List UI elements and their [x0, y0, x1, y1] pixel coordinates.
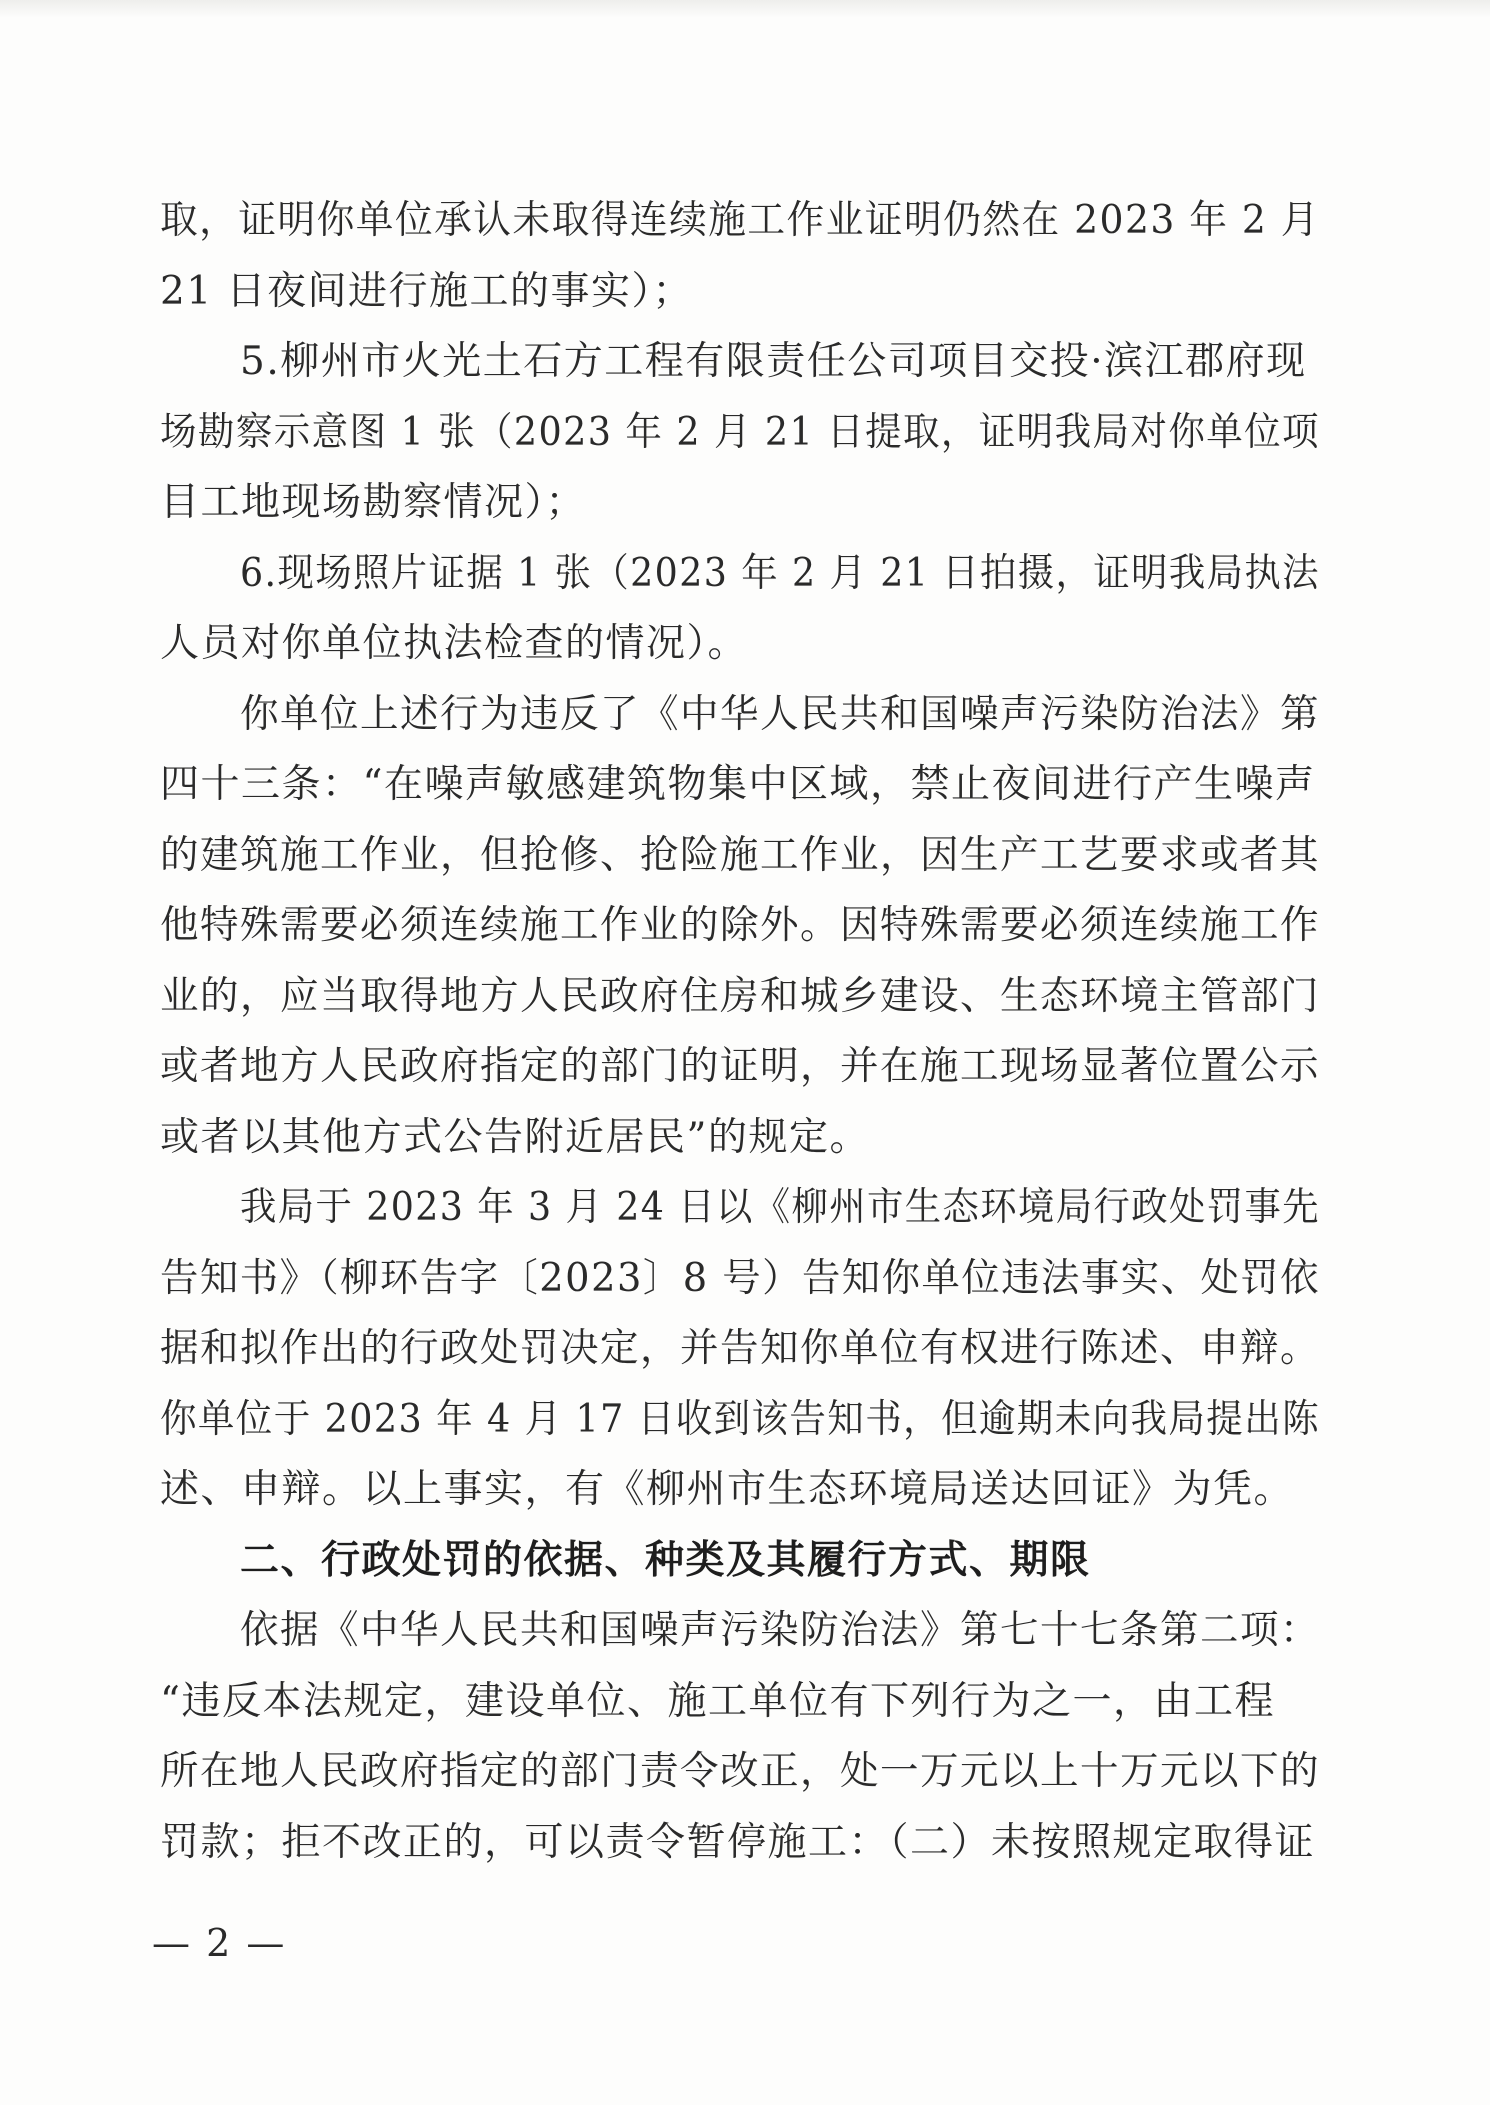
text-line: 四十三条：“在噪声敏感建筑物集中区域，禁止夜间进行产生噪声: [160, 762, 1316, 807]
text-line: 所在地人民政府指定的部门责令改正，处一万元以上十万元以下的: [160, 1749, 1320, 1794]
text-line: 依据《中华人民共和国噪声污染防治法》第七十七条第二项：: [240, 1608, 1320, 1653]
text-line: 据和拟作出的行政处罚决定，并告知你单位有权进行陈述、申辩。: [160, 1326, 1320, 1371]
text-line: 他特殊需要必须连续施工作业的除外。因特殊需要必须连续施工作: [160, 903, 1320, 948]
text-line: 你单位上述行为违反了《中华人民共和国噪声污染防治法》第: [240, 691, 1320, 737]
text-line: 告知书》（柳环告字〔2023〕8 号）告知你单位违法事实、处罚依: [160, 1255, 1320, 1301]
text-line: 或者地方人民政府指定的部门的证明，并在施工现场显著位置公示: [160, 1044, 1320, 1089]
scan-edge-shadow: [0, 0, 1490, 18]
text-line: 述、申辩。以上事实，有《柳州市生态环境局送达回证》为凭。: [160, 1467, 1295, 1512]
text-line: 人员对你单位执法检查的情况）。: [160, 621, 749, 666]
page-number: — 2 —: [152, 1921, 287, 1965]
text-line: 你单位于 2023 年 4 月 17 日收到该告知书，但逾期未向我局提出陈: [160, 1396, 1320, 1442]
text-line: 场勘察示意图 1 张（2023 年 2 月 21 日提取，证明我局对你单位项: [160, 409, 1320, 455]
text-line: 的建筑施工作业，但抢修、抢险施工作业，因生产工艺要求或者其: [160, 832, 1320, 878]
body-text: [160, 186, 1320, 1878]
section-heading: 二、行政处罚的依据、种类及其履行方式、期限: [240, 1537, 1091, 1583]
text-line: 业的，应当取得地方人民政府住房和城乡建设、生态环境主管部门: [160, 973, 1320, 1019]
text-line: 我局于 2023 年 3 月 24 日以《柳州市生态环境局行政处罚事先: [240, 1185, 1321, 1230]
text-line: 目工地现场勘察情况）；: [160, 480, 587, 525]
text-line: 或者以其他方式公告附近居民”的规定。: [160, 1114, 870, 1160]
text-line: 取，证明你单位承认未取得连续施工作业证明仍然在 2023 年 2 月: [160, 198, 1320, 243]
text-line: 6.现场照片证据 1 张（2023 年 2 月 21 日拍摄，证明我局执法: [240, 550, 1320, 596]
text-line: “违反本法规定，建设单位、施工单位有下列行为之一，由工程: [160, 1678, 1275, 1724]
text-line: 5.柳州市火光土石方工程有限责任公司项目交投·滨江郡府现: [240, 339, 1307, 384]
text-line: 罚款；拒不改正的，可以责令暂停施工：（二）未按照规定取得证: [160, 1819, 1316, 1865]
text-line: 21 日夜间进行施工的事实）；: [160, 268, 694, 314]
